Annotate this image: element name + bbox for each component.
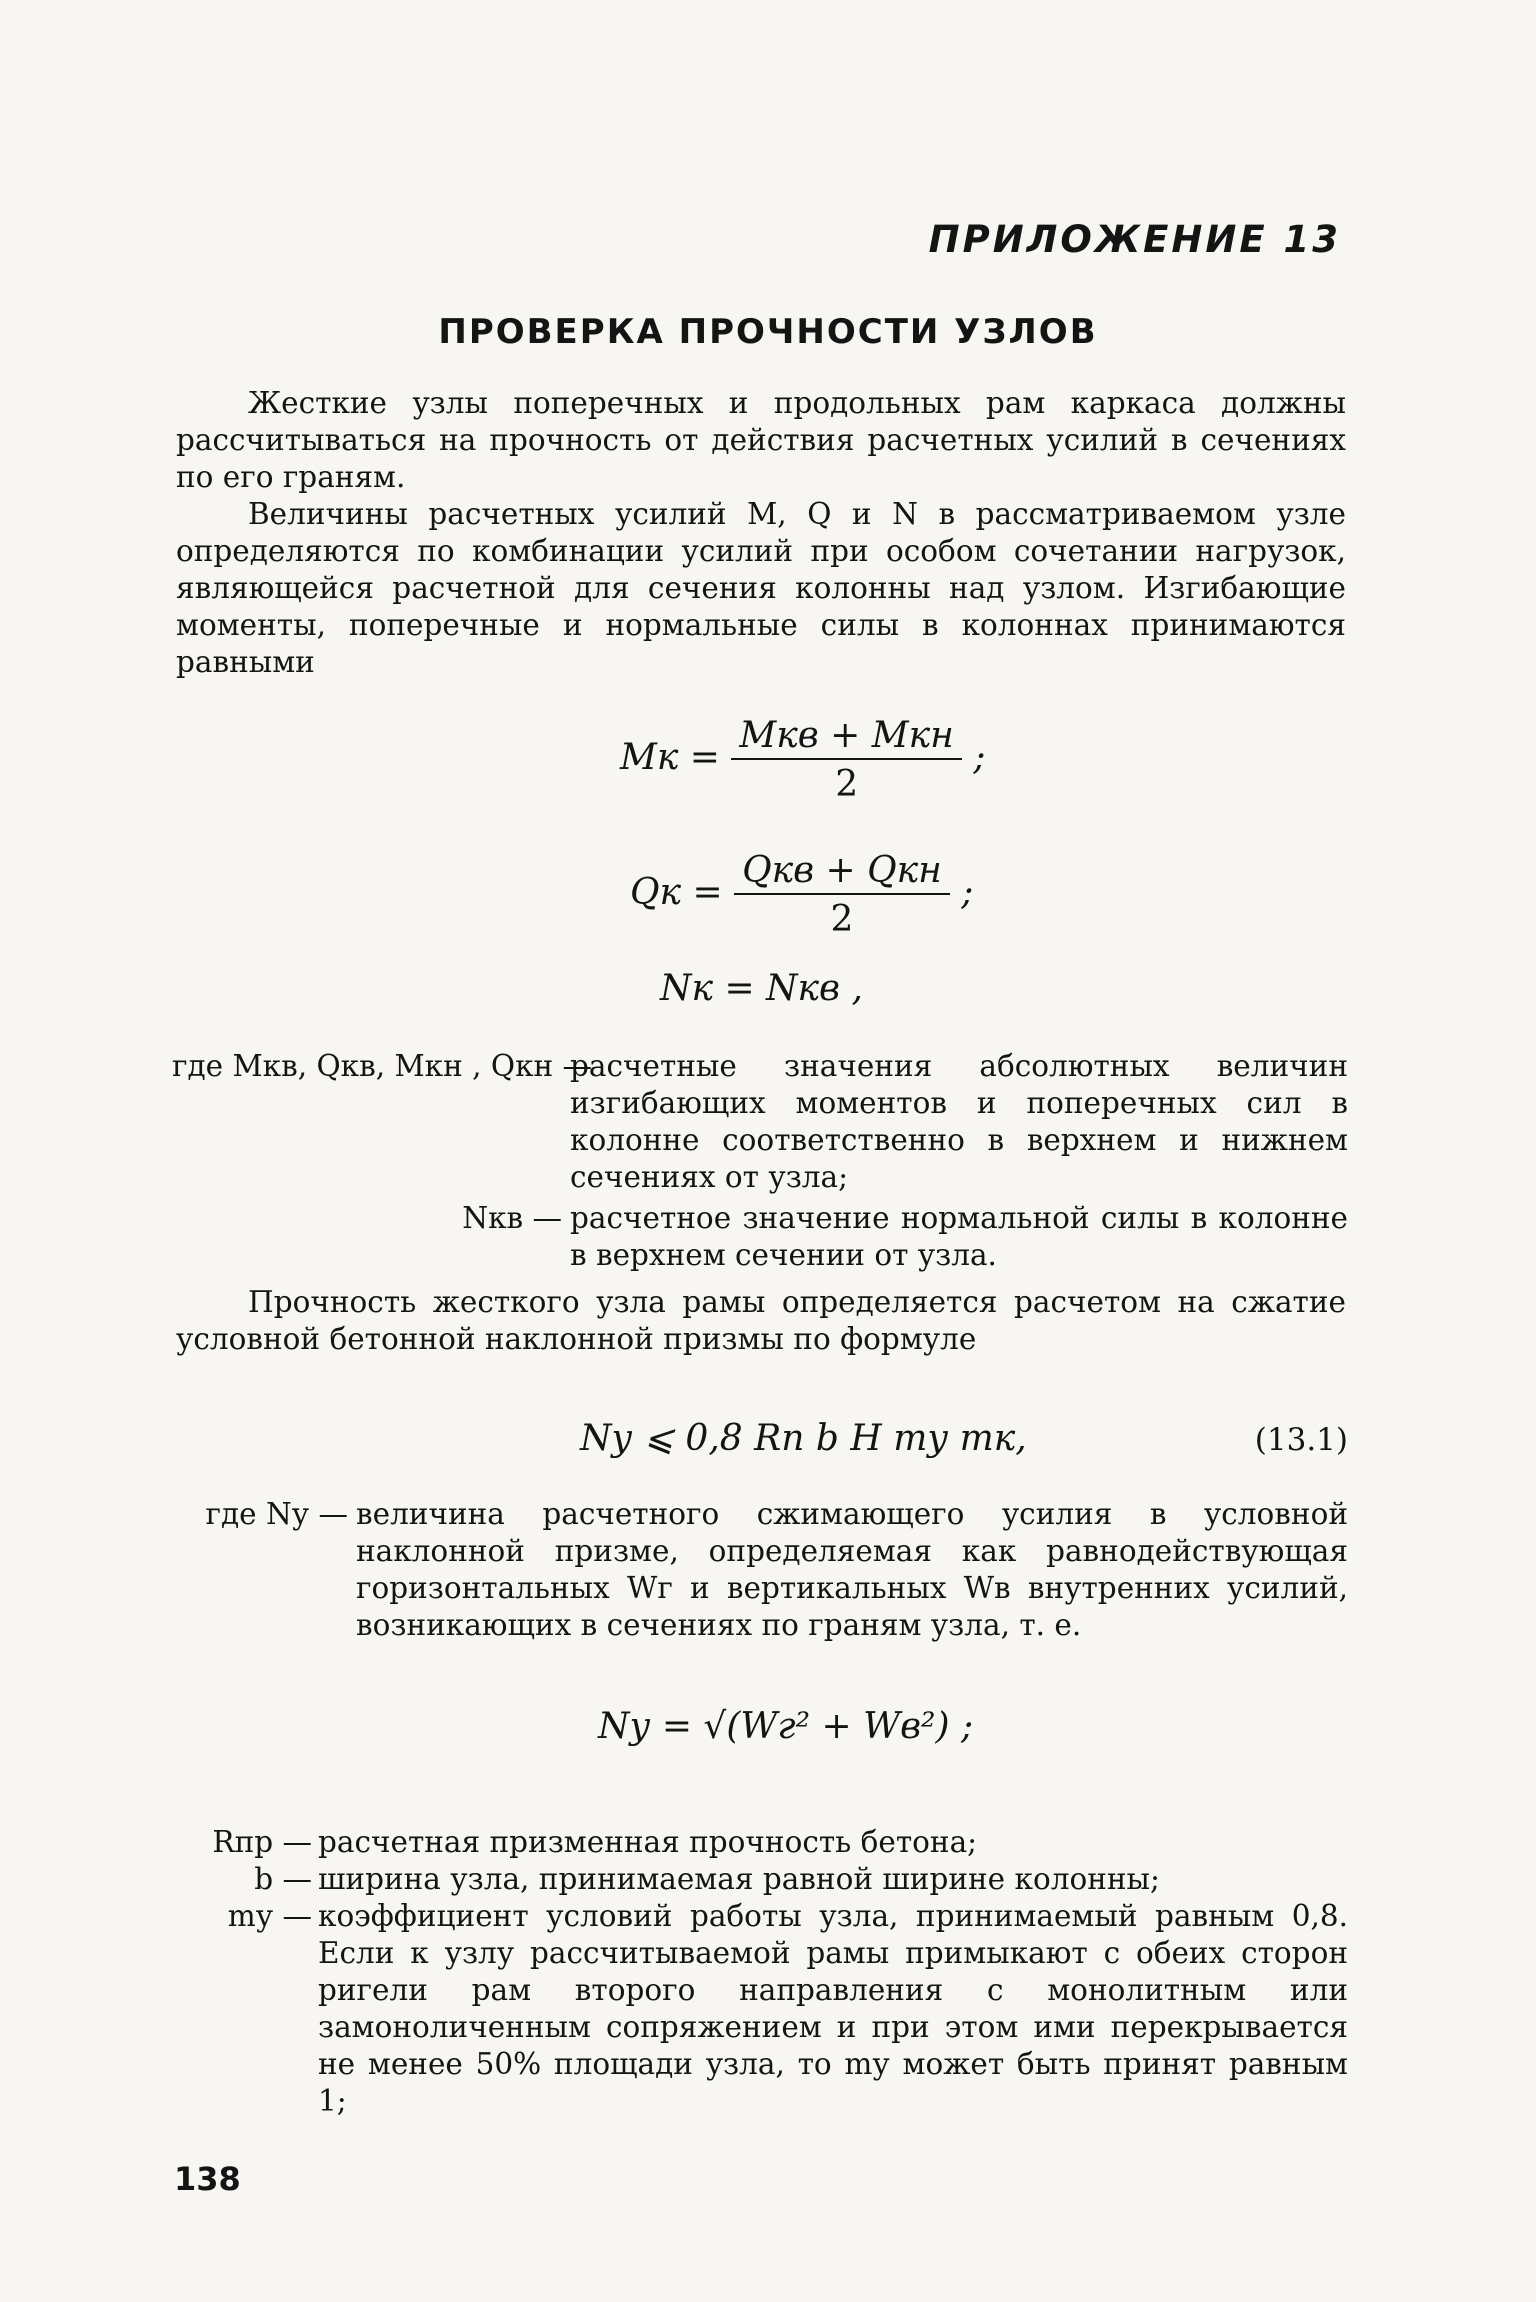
definition-desc: расчетное значение нормальной силы в колонне в верхнем сечении от узла. [570, 1201, 1348, 1272]
paragraph-2: Величины расчетных усилий M, Q и N в рассматриваемом узле определяются по комбинации усилий при особом сочетании нагрузок, являющейся расчетной для сечения колонны над узлом. Изгибающие моменты, поперечные и нормальные силы в колоннах принимаются равными [176, 497, 1346, 679]
paragraph-3: Прочность жесткого узла рамы определяется расчетом на сжатие условной бетонной наклонной призмы по формуле [176, 1285, 1346, 1356]
definition-row [172, 1898, 1348, 2138]
paragraph-1: Жесткие узлы поперечных и продольных рам каркаса должны рассчитываться на прочность от действия расчетных усилий в сечениях по его граням. [176, 386, 1346, 494]
page-title: ПРОВЕРКА ПРОЧНОСТИ УЗЛОВ [438, 312, 1098, 352]
formula-qk-lhs: Qк [630, 872, 682, 913]
formula-mk-numerator: Mкв + Mкн [731, 715, 961, 760]
definition-desc: величина расчетного сжимающего усилия в условной наклонной призме, определяемая как равнодействующая горизонтальных Wг и вертикальных Wв внутренних усилий, возникающих в сечениях по граням узла, т. е. [356, 1497, 1348, 1642]
formula-mk-lhs: Mк [620, 737, 679, 778]
formula-qk-end: ; [961, 872, 974, 913]
definition-row [172, 1200, 1348, 1276]
definition-desc: коэффициент условий работы узла, принимаемый равным 0,8. Если к узлу рассчитываемой рамы примыкают с обеих сторон ригели рам второго направления с монолитным или замоноличенным сопряжением и при этом ими перекрывается не менее 50% площади узла, то mу может быть принят равным 1; [318, 1899, 1348, 2118]
definition-term: Rпр — [212, 1825, 312, 1859]
definition-row [172, 1048, 1348, 1198]
formula-qk-numerator: Qкв + Qкн [734, 850, 950, 895]
definition-term: mу — [227, 1899, 312, 1933]
definition-desc: ширина узла, принимаемая равной ширине колонны; [318, 1862, 1160, 1896]
formula-nk: Nк = Nкв , [660, 968, 863, 1009]
formula-number: (13.1) [1254, 1422, 1348, 1458]
definition-row [172, 1496, 1348, 1646]
definition-term: где Nу — [205, 1497, 348, 1531]
formula-qk-fraction [734, 850, 950, 940]
definition-term: b — [254, 1862, 312, 1896]
definition-desc: расчетная призменная прочность бетона; [318, 1825, 978, 1859]
definition-term: где Mкв, Qкв, Mкн , Qкн — [172, 1049, 593, 1083]
paragraph-prism [176, 1284, 1346, 1358]
formula-main: Nу ⩽ 0,8 Rп b H mу mк, [580, 1418, 1027, 1459]
formula-qk-denominator: 2 [830, 899, 854, 940]
paragraph-intro [176, 385, 1346, 681]
formula-mk: Mк = $\frac{\text{Mкв + Mкн}}{2}$ ; [620, 715, 986, 805]
formula-mk-end: ; [973, 737, 986, 778]
definition-desc: расчетные значения абсолютных величин изгибающих моментов и поперечных сил в колонне соответственно в верхнем и нижнем сечениях от узла; [570, 1049, 1348, 1194]
definition-term: Nкв — [462, 1201, 562, 1235]
page-number: 138 [174, 2160, 241, 2198]
appendix-heading: ПРИЛОЖЕНИЕ 13 [928, 218, 1341, 261]
formula-qk: Qк = $\frac{\text{Qкв + Qкн}}{2}$ ; [630, 850, 974, 940]
formula-ny: Nу = √(Wг² + Wв²) ; [598, 1706, 974, 1747]
definition-row [172, 1861, 1348, 1901]
formula-mk-denominator: 2 [835, 764, 859, 805]
definition-row [172, 1824, 1348, 1864]
formula-mk-fraction [731, 715, 961, 805]
